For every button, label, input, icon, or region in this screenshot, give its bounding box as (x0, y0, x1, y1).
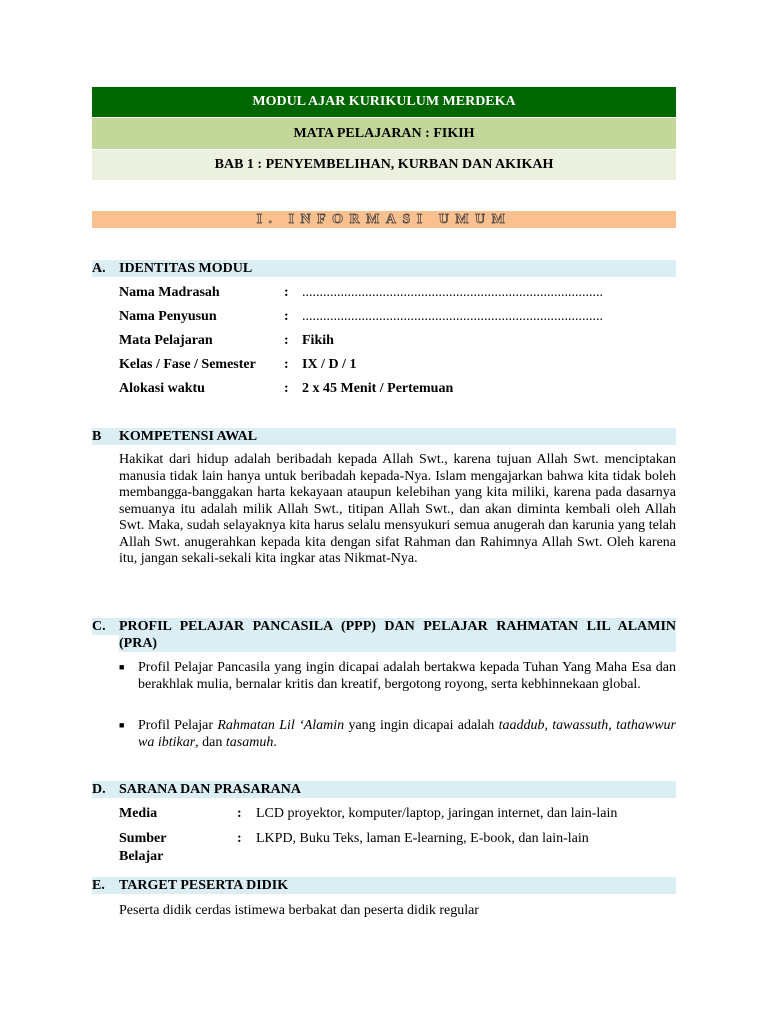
sarana-label: Sumber Belajar (119, 831, 167, 864)
identity-colon: : (284, 285, 289, 300)
identity-colon: : (284, 333, 289, 348)
identity-value: ...................................................................................... (302, 309, 603, 324)
section-letter: C. (92, 619, 106, 634)
section-title: IDENTITAS MODUL (119, 261, 253, 276)
text-run: yang ingin dicapai adalah (344, 718, 499, 733)
text-run: . (273, 735, 277, 750)
kompetensi-awal-paragraph: Hakikat dari hidup adalah beribadah kepada Allah Swt., karena tujuan Allah Swt. menciptakan manusia tidak lain hanya untuk beribadah kepada-Nya. Islam mengajarkan bahwa kita tidak boleh membangga-banggakan harta kekayaan ataupun kelebihan yang kita miliki, karena pada dasarnya semuanya itu adalah milik Allah Swt., titipan Allah Swt., dan akan diminta kembali oleh Allah Swt. Maka, sudah selayaknya kita harus selalu mensyukuri semua anugerah dan karunia yang telah Allah Swt. anugerahkan kepada kita dengan sifat Rahman dan Rahimnya Allah Swt. Oleh karena itu, jangan sekali-sekali kita ingkar atas Nikmat-Nya. (119, 452, 676, 566)
section-b-header (92, 428, 676, 445)
identity-colon: : (284, 309, 289, 324)
section-title: TARGET PESERTA DIDIK (119, 878, 289, 893)
identity-label: Alokasi waktu (119, 381, 205, 396)
identity-colon: : (284, 381, 289, 396)
identity-label: Nama Madrasah (119, 285, 220, 300)
sarana-colon: : (237, 806, 242, 821)
identity-label: Nama Penyusun (119, 309, 217, 324)
section-d-header (92, 781, 676, 798)
identity-value: ...................................................................................... (302, 285, 603, 300)
sarana-colon: : (237, 831, 242, 846)
italic-term: taaddub, tawassuth, tathawwur wa ibtikar (138, 718, 676, 750)
section-e-header (92, 877, 676, 894)
section-letter: B (92, 429, 102, 444)
section-title: PROFIL PELAJAR PANCASILA (PPP) DAN PELAJAR RAHMATAN LIL ALAMIN (PRA) (119, 619, 676, 651)
text-run: Profil Pelajar (138, 718, 218, 733)
target-peserta-text: Peserta didik cerdas istimewa berbakat dan peserta didik regular (119, 903, 479, 918)
identity-value: Fikih (302, 333, 334, 348)
section-title: KOMPETENSI AWAL (119, 429, 258, 444)
sarana-value: LKPD, Buku Teks, laman E-learning, E-book, dan lain-lain (256, 831, 589, 846)
section-a-header (92, 260, 676, 277)
section-letter: A. (92, 261, 106, 276)
module-title: MODUL AJAR KURIKULUM MERDEKA (92, 87, 676, 117)
bullet-icon: ■ (119, 720, 125, 730)
text-run: , dan (195, 735, 226, 750)
identity-label: Kelas / Fase / Semester (119, 357, 256, 372)
italic-term: tasamuh (225, 735, 274, 750)
section-letter: E. (92, 878, 105, 893)
identity-label: Mata Pelajaran (119, 333, 213, 348)
section-letter: D. (92, 782, 106, 797)
list-item-text (138, 717, 676, 751)
subject-title: MATA PELAJARAN : FIKIH (92, 118, 676, 149)
chapter-title: BAB 1 : PENYEMBELIHAN, KURBAN DAN AKIKAH (92, 150, 676, 180)
info-umum-heading: I. INFORMASI UMUM (92, 211, 676, 228)
sarana-label: Media (119, 806, 158, 821)
sarana-value: LCD proyektor, komputer/laptop, jaringan internet, dan lain-lain (256, 806, 618, 821)
list-item-text: Profil Pelajar Pancasila yang ingin dicapai adalah bertakwa kepada Tuhan Yang Maha Esa dan berakhlak mulia, bernalar kritis dan kreatif, bergotong royong, serta kebhinnekaan global. (138, 660, 676, 692)
section-title: SARANA DAN PRASARANA (119, 782, 302, 797)
italic-term: Rahmatan Lil ‘Alamin (217, 718, 345, 733)
identity-value: 2 x 45 Menit / Pertemuan (302, 381, 454, 396)
bullet-icon: ■ (119, 662, 125, 672)
identity-colon: : (284, 357, 289, 372)
identity-value: IX / D / 1 (302, 357, 357, 372)
